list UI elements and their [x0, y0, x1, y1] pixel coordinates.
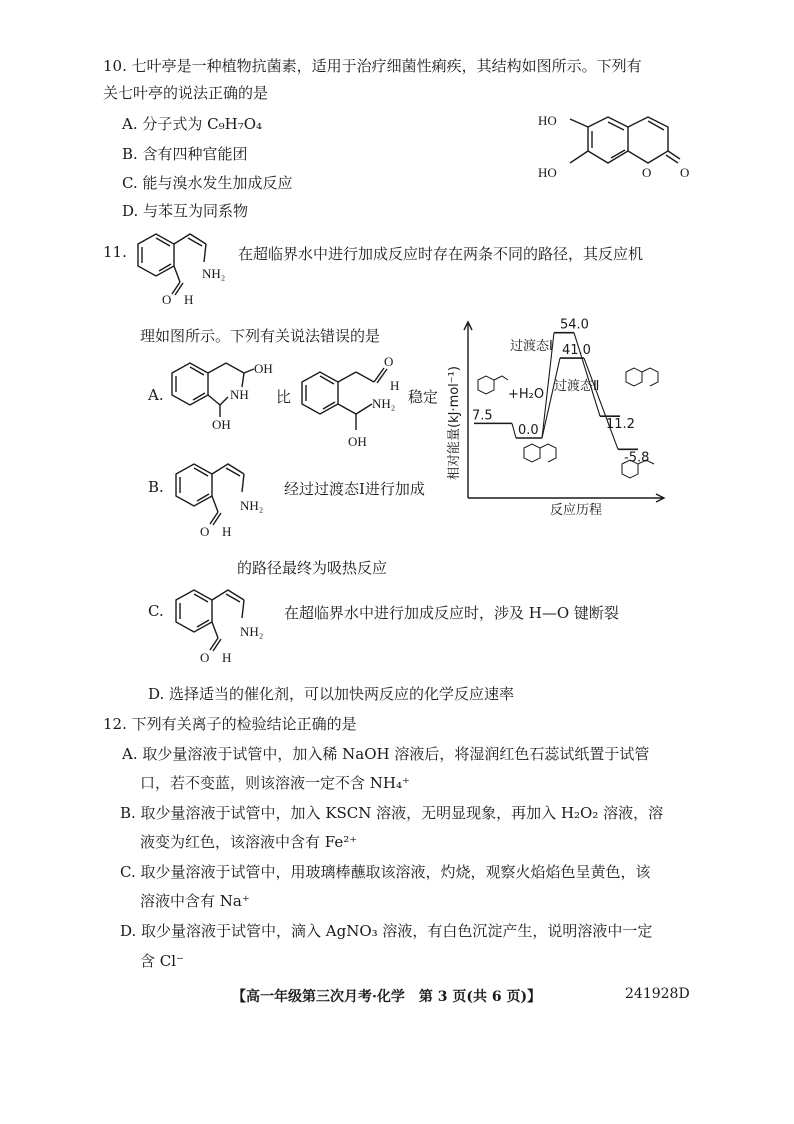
nh2-label-a: NH₂: [372, 396, 396, 411]
aldehyde-o-label: O: [384, 354, 394, 369]
nh2-label-c: NH₂: [240, 624, 264, 639]
q12-option-a-line2: 口，若不变蓝，则该溶液一定不含 NH₄⁺: [140, 774, 410, 792]
q11-option-a-letter: A.: [148, 386, 164, 404]
q11-stem-line2: 理如图所示。下列有关说法错误的是: [140, 327, 381, 345]
ring-oxygen-label: O: [642, 165, 652, 180]
ts1-label: 过渡态Ⅰ: [510, 339, 553, 354]
q11-option-b-molecule: [168, 452, 278, 542]
ts2-label: 过渡态Ⅱ: [554, 379, 600, 394]
ho-label-bottom: HO: [538, 165, 557, 180]
q11-option-c-letter: C.: [148, 602, 164, 620]
cyclic-diol-molecule: [168, 355, 278, 435]
h-label-b: H: [222, 524, 232, 539]
q12-option-b-line1: B. 取少量溶液于试管中，加入 KSCN 溶液，无明显现象，再加入 H₂O₂ 溶液，溶: [120, 804, 664, 822]
x-axis-label: 反应历程: [550, 503, 603, 518]
oh-label-a2: OH: [212, 417, 231, 432]
q10-stem-line1: 10. 七叶亭是一种植物抗菌素，适用于治疗细菌性痢疾，其结构如图所示。下列有: [103, 57, 642, 75]
pathway-connector-0: [512, 423, 516, 438]
q10-option-a: A. 分子式为 C₉H₇O₄: [122, 115, 263, 133]
energy-value-label-0: 7.5: [472, 408, 493, 424]
oh-label-a1: OH: [254, 361, 273, 376]
aldehyde-h-label: H: [390, 378, 400, 393]
q11-stem-molecule: [130, 222, 240, 312]
pathway-connector-4: [584, 358, 618, 449]
q10-stem-line2: 关七叶亭的说法正确的是: [103, 84, 269, 102]
reactant-icon: [478, 376, 508, 394]
energy-value-label-5: -5.8: [624, 450, 650, 466]
q11-option-d: D. 选择适当的催化剂，可以加快两反应的化学反应速率: [148, 685, 515, 703]
energy-value-label-4: 11.2: [606, 417, 635, 433]
energy-profile-chart: [447, 317, 668, 518]
energy-value-label-1: 0.0: [518, 423, 539, 438]
q12-option-c-line1: C. 取少量溶液于试管中，用玻璃棒蘸取该溶液，灼烧，观察火焰焰色呈黄色，该: [120, 863, 651, 881]
carbonyl-oxygen-label: O: [680, 165, 690, 180]
q11-option-b-tail: 经过过渡态Ⅰ进行加成: [284, 480, 425, 498]
lactam-product-icon: [626, 368, 658, 386]
q11-option-b-line2: 的路径最终为吸热反应: [237, 559, 388, 577]
energy-value-label-2: 54.0: [560, 317, 589, 333]
nh2-label: NH₂: [202, 266, 226, 281]
o-label-c: O: [200, 650, 210, 665]
energy-value-label-3: 41.0: [562, 343, 591, 359]
q11-option-c-tail: 在超临界水中进行加成反应时，涉及 H—O 键断裂: [284, 604, 619, 622]
q11-stem-line1: 在超临界水中进行加成反应时存在两条不同的路径，其反应机: [238, 245, 644, 263]
exam-code: 241928D: [625, 986, 690, 1002]
q10-option-b: B. 含有四种官能团: [122, 145, 248, 163]
q11-number: 11.: [103, 243, 127, 261]
o-label: O: [162, 292, 172, 307]
open-chain-molecule: [296, 350, 426, 455]
page-footer: 【高一年级第三次月考·化学 第 3 页(共 6 页)】: [232, 989, 542, 1005]
q11-option-b-letter: B.: [148, 478, 164, 496]
q12-option-a-line1: A. 取少量溶液于试管中，加入稀 NaOH 溶液后，将湿润红色石蕊试纸置于试管: [122, 745, 650, 763]
q12-title: 12. 下列有关离子的检验结论正确的是: [103, 715, 357, 733]
esculetin-structure: [530, 105, 690, 205]
q12-option-d-line1: D. 取少量溶液于试管中，滴入 AgNO₃ 溶液，有白色沉淀产生，说明溶液中一定: [120, 922, 653, 940]
oh-label-a3: OH: [348, 434, 367, 449]
q12-option-d-line2: 含 Cl⁻: [140, 952, 184, 970]
q10-option-d: D. 与苯互为同系物: [122, 202, 249, 220]
water-label: +H₂O: [508, 387, 545, 402]
h-label: H: [184, 292, 194, 307]
q11-option-a-tail: 稳定: [408, 388, 439, 406]
o-label-b: O: [200, 524, 210, 539]
ho-label-top: HO: [538, 113, 557, 128]
pathway-connector-3: [542, 358, 560, 438]
nh2-label-b: NH₂: [240, 498, 264, 513]
y-axis-label: 相对能量(kJ·mol⁻¹): [447, 366, 462, 480]
q11-option-c-molecule: [168, 578, 278, 668]
q12-option-b-line2: 液变为红色，该溶液中含有 Fe²⁺: [140, 833, 358, 851]
h-label-c: H: [222, 650, 232, 665]
q11-option-a-compare: 比: [276, 388, 292, 406]
nh-label: NH: [230, 387, 249, 402]
cyclic-product-icon: [524, 444, 556, 462]
q10-option-c: C. 能与溴水发生加成反应: [122, 174, 293, 192]
q12-option-c-line2: 溶液中含有 Na⁺: [140, 892, 250, 910]
